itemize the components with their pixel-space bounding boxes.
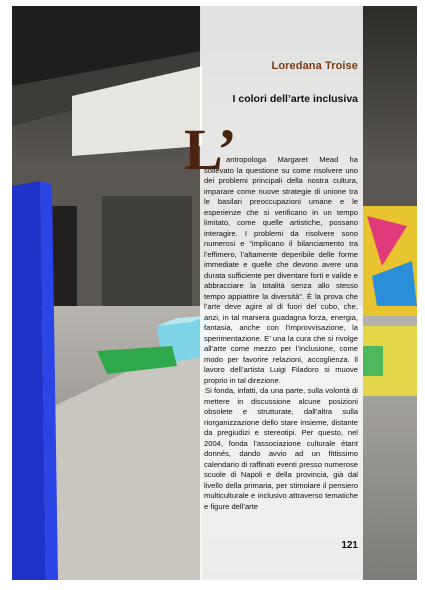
page-number: 121 [341, 540, 358, 551]
author-name: Loredana Troise [271, 60, 358, 72]
paragraph-2: Si fonda, infatti, da una parte, sulla volontà di mettere in discussione alcune posizioni obsolete e strutturate, dall’altra sulla riorganizzazione dello stare insieme, distante da pregiudizi e stereotipi. Per questo, nel 2004, fonda l’associazione culturale étant donnés, dando avvio ad un fittissimo calendario di raffinati eventi presso numerose scuole di Napoli e della provincia, già dal livello della primaria, per stimolare il pensiero multiculturale e inclusivo attraverso tematiche e figure dell’arte [204, 386, 358, 511]
paragraph-1: antropologa Margaret Mead ha sollevato la questione su come risolvere uno dei problemi principali della nostra cultura, imparare come nuove strategie di unione tra le basilari preoccupazioni umane e le esperienze che si verificano in un tempo limitato, come quelle artistiche, possano interagire. I problemi da risolvere sono numerosi e “implicano il bilanciamento tra l’effimero, l’altamente deperibile delle forme immediate e quelle che devono avere una durata sufficiente per diventare forti e valide e abbracciare la totalità senza allo stesso tempo appiattire la diversità”. È la prova che l’arte deve agire al di fuori del cubo, che, anzi, in tal maniera guadagna forza, energia, fantasia, anche con l’improvvisazione, la sperimentazione. E’ una la cura che si rivolge all’arte come mezzo per l’inclusione, come modo per favorire relazioni, accoglienza. Il lavoro dell’artista Luigi Filadoro si muove proprio in tal direzione. [204, 155, 358, 385]
article-body [204, 155, 358, 512]
article-title: I colori dell’arte inclusiva [232, 93, 358, 105]
drop-cap: L’ [184, 117, 237, 182]
